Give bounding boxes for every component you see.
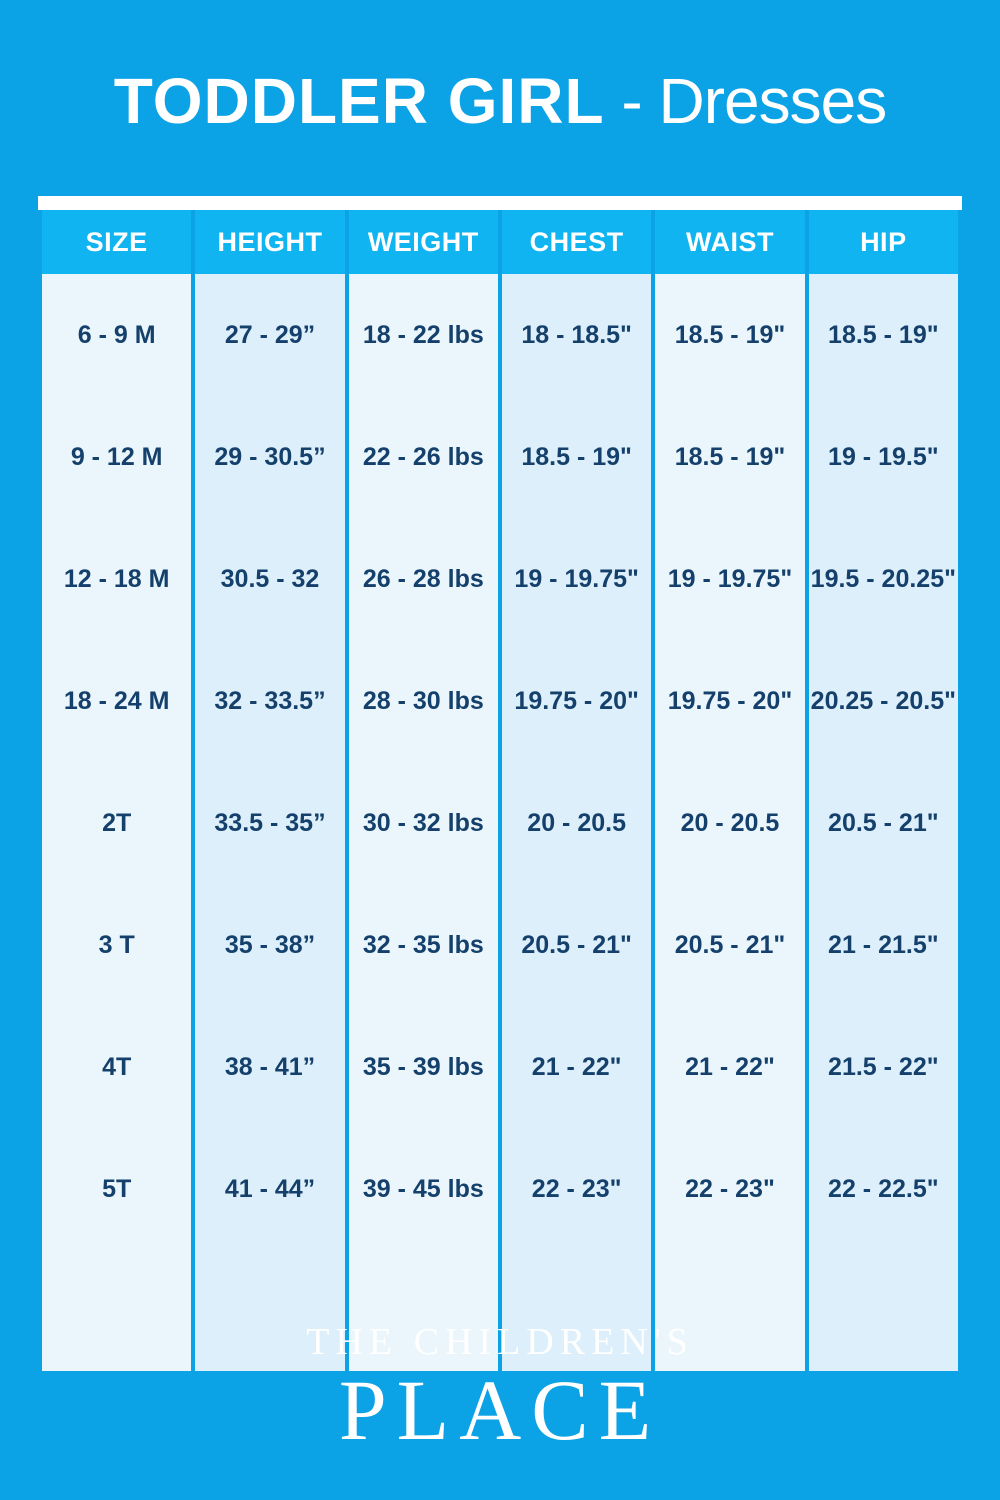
cell-size: 4T [40, 1006, 193, 1128]
cell-chest: 21 - 22" [500, 1006, 653, 1128]
cell-hip: 21 - 21.5" [807, 884, 960, 1006]
cell-height: 27 - 29” [193, 274, 346, 396]
cell-hip: 20.25 - 20.5" [807, 640, 960, 762]
cell-hip: 19 - 19.5" [807, 396, 960, 518]
cell-hip: 20.5 - 21" [807, 762, 960, 884]
column-header-hip: HIP [807, 203, 960, 274]
cell-weight: 35 - 39 lbs [347, 1006, 500, 1128]
column-header-waist: WAIST [653, 203, 806, 274]
cell-weight: 22 - 26 lbs [347, 396, 500, 518]
table-row [40, 640, 960, 762]
column-header-weight: WEIGHT [347, 203, 500, 274]
cell-height: 38 - 41” [193, 1006, 346, 1128]
cell-waist: 21 - 22" [653, 1006, 806, 1128]
cell-height: 32 - 33.5” [193, 640, 346, 762]
cell-hip: 22 - 22.5" [807, 1128, 960, 1250]
column-header-size: SIZE [40, 203, 193, 274]
column-header-height: HEIGHT [193, 203, 346, 274]
cell-chest: 22 - 23" [500, 1128, 653, 1250]
page-title-category: TODDLER GIRL [113, 65, 605, 137]
cell-size: 12 - 18 M [40, 518, 193, 640]
cell-height: 41 - 44” [193, 1128, 346, 1250]
cell-hip: 21.5 - 22" [807, 1006, 960, 1128]
cell-height: 30.5 - 32 [193, 518, 346, 640]
cell-height: 35 - 38” [193, 884, 346, 1006]
table-body [40, 274, 960, 1371]
table-row [40, 1006, 960, 1128]
cell-size: 3 T [40, 884, 193, 1006]
table-row [40, 762, 960, 884]
cell-waist: 19.75 - 20" [653, 640, 806, 762]
cell-chest: 18 - 18.5" [500, 274, 653, 396]
table-header-row [40, 203, 960, 274]
cell-chest: 19.75 - 20" [500, 640, 653, 762]
cell-size: 2T [40, 762, 193, 884]
cell-waist: 18.5 - 19" [653, 274, 806, 396]
cell-hip: 19.5 - 20.25" [807, 518, 960, 640]
cell-weight: 32 - 35 lbs [347, 884, 500, 1006]
table-row [40, 1128, 960, 1250]
table-row [40, 518, 960, 640]
cell-weight: 30 - 32 lbs [347, 762, 500, 884]
column-header-chest: CHEST [500, 203, 653, 274]
size-chart-table [38, 196, 962, 1371]
table-row [40, 274, 960, 396]
cell-chest: 18.5 - 19" [500, 396, 653, 518]
size-chart-table-wrapper [38, 196, 962, 1371]
cell-height: 33.5 - 35” [193, 762, 346, 884]
cell-weight: 28 - 30 lbs [347, 640, 500, 762]
cell-weight: 39 - 45 lbs [347, 1128, 500, 1250]
page-title-product: Dresses [658, 65, 887, 137]
page-title-separator: - [604, 65, 659, 137]
cell-size: 6 - 9 M [40, 274, 193, 396]
cell-size: 18 - 24 M [40, 640, 193, 762]
table-row [40, 396, 960, 518]
brand-logo [0, 1320, 1000, 1459]
cell-waist: 19 - 19.75" [653, 518, 806, 640]
page-title [0, 0, 1000, 135]
cell-weight: 18 - 22 lbs [347, 274, 500, 396]
cell-size: 5T [40, 1128, 193, 1250]
table-row [40, 884, 960, 1006]
cell-waist: 20 - 20.5 [653, 762, 806, 884]
cell-hip: 18.5 - 19" [807, 274, 960, 396]
cell-height: 29 - 30.5” [193, 396, 346, 518]
cell-weight: 26 - 28 lbs [347, 518, 500, 640]
cell-waist: 22 - 23" [653, 1128, 806, 1250]
cell-chest: 20.5 - 21" [500, 884, 653, 1006]
cell-size: 9 - 12 M [40, 396, 193, 518]
cell-chest: 19 - 19.75" [500, 518, 653, 640]
cell-waist: 18.5 - 19" [653, 396, 806, 518]
cell-chest: 20 - 20.5 [500, 762, 653, 884]
brand-logo-line-1: THE CHILDREN'S [306, 1321, 694, 1364]
table-header [40, 203, 960, 274]
cell-waist: 20.5 - 21" [653, 884, 806, 1006]
brand-logo-line-2: PLACE [338, 1362, 662, 1459]
